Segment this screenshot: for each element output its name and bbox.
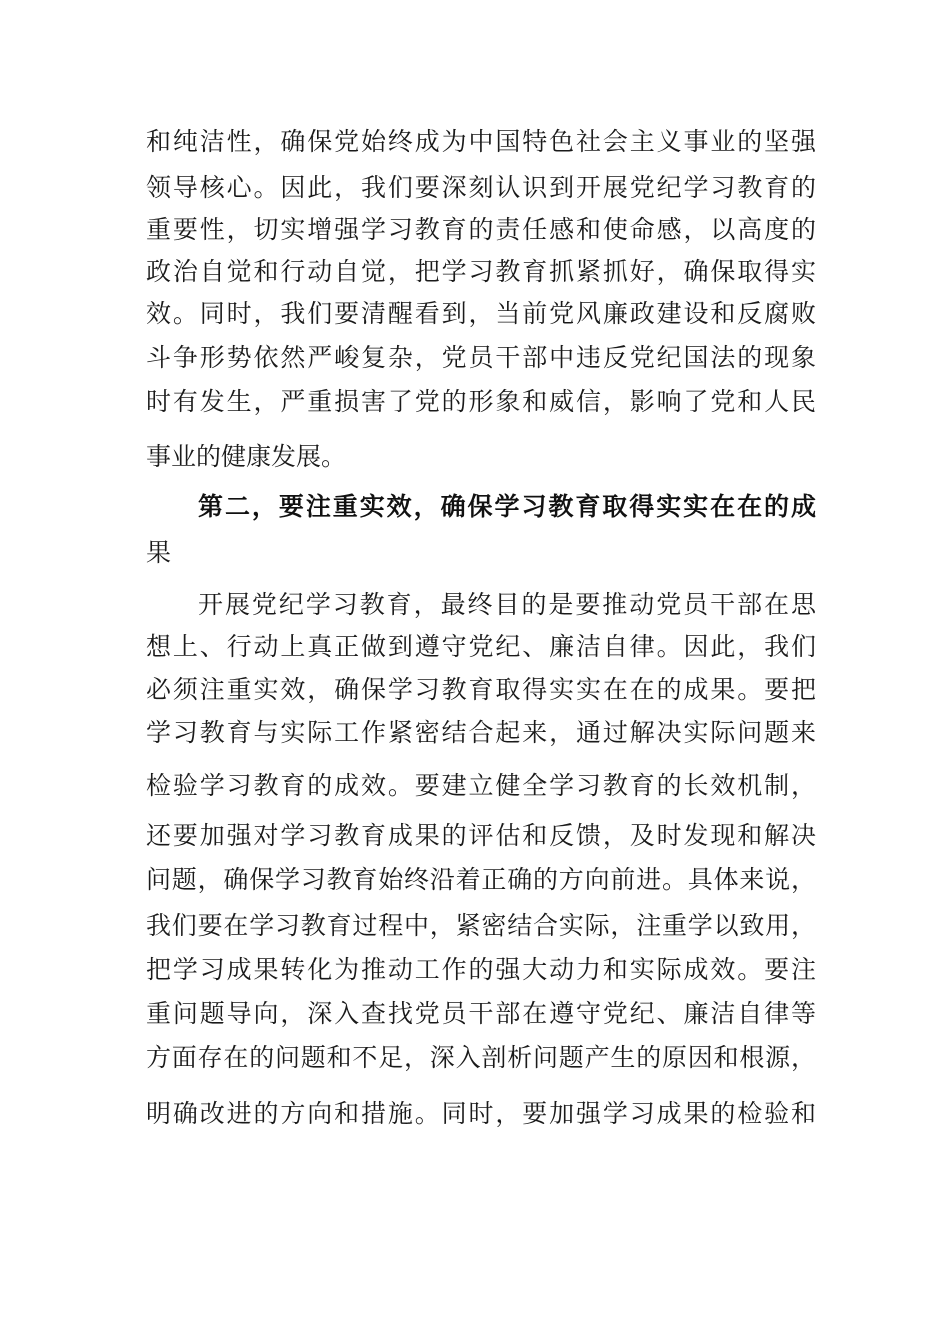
paragraph-1-line-2: 领导核心。因此，我们要深刻认识到开展党纪学习教育的 [146, 173, 816, 202]
paragraph-2-line-3: 必须注重实效，确保学习教育取得实实在在的成果。要把 [146, 675, 816, 704]
paragraph-2-line-1: 开展党纪学习教育，最终目的是要推动党员干部在思 [198, 590, 816, 619]
paragraph-2-line-11: 方面存在的问题和不足，深入剖析问题产生的原因和根源， [146, 1043, 816, 1072]
paragraph-2-line-10: 重问题导向，深入查找党员干部在遵守党纪、廉洁自律等 [146, 999, 816, 1028]
section-heading-line-1: 第二，要注重实效，确保学习教育取得实实在在的成 [198, 492, 816, 521]
paragraph-2-line-12: 明确改进的方向和措施。同时，要加强学习成果的检验和 [146, 1099, 816, 1128]
paragraph-1-line-5: 效。同时，我们要清醒看到，当前党风廉政建设和反腐败 [146, 299, 816, 328]
paragraph-1-line-1: 和纯洁性，确保党始终成为中国特色社会主义事业的坚强 [146, 127, 816, 156]
section-heading-line-2: 果 [146, 538, 172, 567]
paragraph-2-line-2: 想上、行动上真正做到遵守党纪、廉洁自律。因此，我们 [146, 632, 816, 661]
paragraph-1-line-4: 政治自觉和行动自觉，把学习教育抓紧抓好，确保取得实 [146, 257, 816, 286]
paragraph-2-line-4: 学习教育与实际工作紧密结合起来，通过解决实际问题来 [146, 718, 816, 747]
paragraph-2-line-5: 检验学习教育的成效。要建立健全学习教育的长效机制， [146, 771, 816, 800]
paragraph-2-line-6: 还要加强对学习教育成果的评估和反馈，及时发现和解决 [146, 821, 816, 850]
paragraph-2-line-7: 问题，确保学习教育始终沿着正确的方向前进。具体来说， [146, 865, 816, 894]
paragraph-1-line-7: 时有发生，严重损害了党的形象和威信，影响了党和人民 [146, 387, 816, 416]
paragraph-1-line-8: 事业的健康发展。 [146, 442, 347, 471]
paragraph-1-line-6: 斗争形势依然严峻复杂，党员干部中违反党纪国法的现象 [146, 343, 816, 372]
paragraph-2-line-9: 把学习成果转化为推动工作的强大动力和实际成效。要注 [146, 955, 816, 984]
paragraph-1-line-3: 重要性，切实增强学习教育的责任感和使命感，以高度的 [146, 215, 816, 244]
paragraph-2-line-8: 我们要在学习教育过程中，紧密结合实际，注重学以致用， [146, 911, 816, 940]
